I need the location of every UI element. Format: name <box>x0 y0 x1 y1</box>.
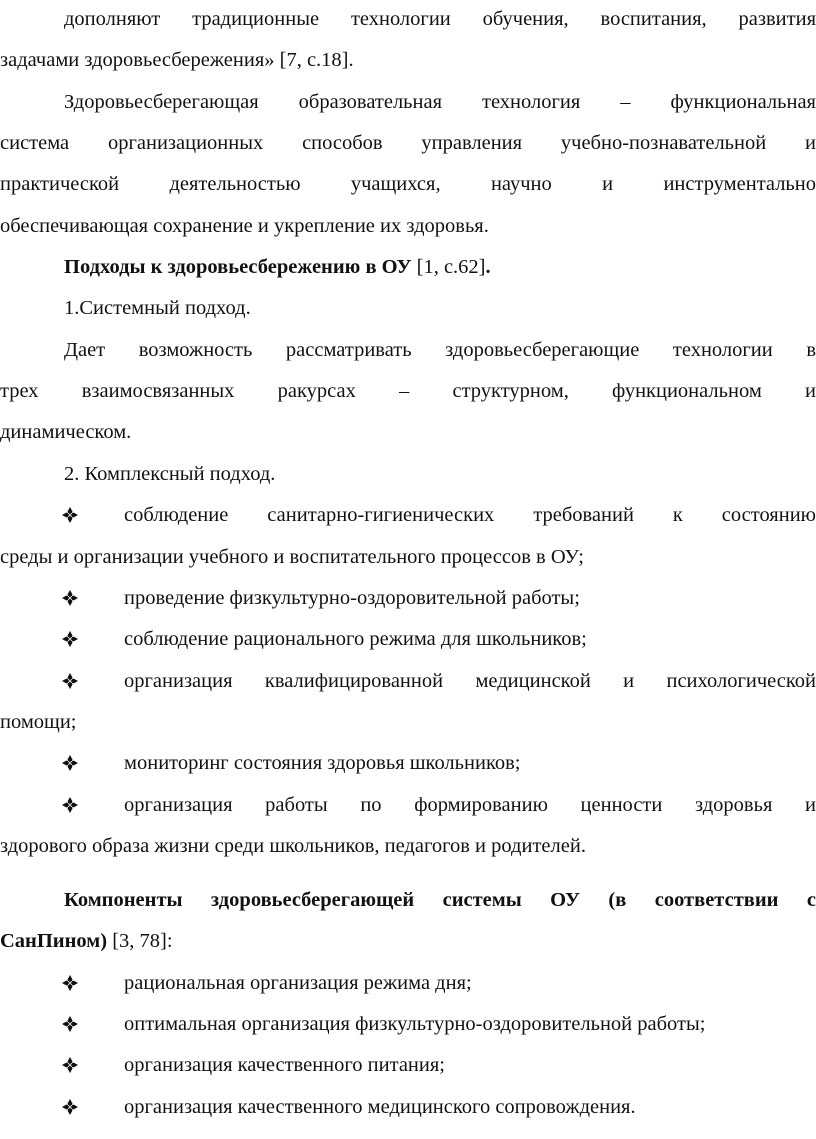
paragraph-line: динамическом. <box>0 421 132 443</box>
list-item <box>0 619 816 660</box>
list-item <box>0 661 816 702</box>
paragraph-line: обеспечивающая сохранение и укрепление их здоровья. <box>0 215 489 237</box>
list-item <box>0 743 816 784</box>
four-diamond-bullet-icon <box>62 661 84 702</box>
numbered-item-systemic: 1.Системный подход. <box>64 297 251 319</box>
section-heading-components: Компоненты здоровьесберегающей системы ОУ (в соответствии с <box>64 889 816 911</box>
list-item-continuation: среды и организации учебного и воспитательного процессов в ОУ; <box>0 546 584 568</box>
paragraph-line: Здоровьесберегающая образовательная технология – функциональная <box>64 91 816 113</box>
list-item-text: оптимальная организация физкультурно-оздоровительной работы; <box>124 1013 706 1035</box>
paragraph-line: система организационных способов управления учебно-познавательной и <box>0 132 816 154</box>
list-item <box>0 963 816 1004</box>
section-heading-approaches <box>0 247 816 288</box>
heading-period: . <box>485 256 491 278</box>
four-diamond-bullet-icon <box>62 743 84 784</box>
paragraph-line: дополняют традиционные технологии обучения, воспитания, развития <box>64 8 816 30</box>
list-item <box>0 1045 816 1086</box>
reference: [1, с.62] <box>411 256 486 278</box>
list-item-text: организация квалифицированной медицинской и психологической <box>124 670 816 692</box>
list-item <box>0 1004 816 1045</box>
list-item-text: рациональная организация режима дня; <box>124 972 472 994</box>
paragraph-line: трех взаимосвязанных ракурсах – структурном, функциональном и <box>0 380 816 402</box>
list-item-text: организация качественного питания; <box>124 1054 445 1076</box>
paragraph-line: практической деятельностью учащихся, научно и инструментально <box>0 173 816 195</box>
four-diamond-bullet-icon <box>62 1004 84 1045</box>
list-item-text: мониторинг состояния здоровья школьников; <box>124 752 521 774</box>
four-diamond-bullet-icon <box>62 495 84 536</box>
numbered-item-complex: 2. Комплексный подход. <box>64 463 276 485</box>
list-item <box>0 495 816 536</box>
paragraph-line: задачами здоровьесбережения» [7, с.18]. <box>0 49 354 71</box>
list-item-continuation: здорового образа жизни среди школьников, педагогов и родителей. <box>0 835 586 857</box>
four-diamond-bullet-icon <box>62 1045 84 1086</box>
list-item-text: проведение физкультурно-оздоровительной работы; <box>124 587 580 609</box>
list-item <box>0 785 816 826</box>
four-diamond-bullet-icon <box>62 578 84 619</box>
list-item <box>0 578 816 619</box>
paragraph-line: Дает возможность рассматривать здоровьесберегающие технологии в <box>64 339 816 361</box>
reference: [3, 78]: <box>107 930 173 952</box>
heading-text: Подходы к здоровьесбережению в ОУ <box>64 256 412 278</box>
four-diamond-bullet-icon <box>62 785 84 826</box>
four-diamond-bullet-icon <box>62 1087 84 1128</box>
section-heading-continuation <box>0 921 816 962</box>
list-item-text: организация работы по формированию ценности здоровья и <box>124 794 816 816</box>
four-diamond-bullet-icon <box>62 619 84 660</box>
list-item-text: соблюдение рационального режима для школьников; <box>124 628 587 650</box>
four-diamond-bullet-icon <box>62 963 84 1004</box>
heading-text: СанПином) <box>0 930 108 952</box>
list-item-continuation: помощи; <box>0 711 77 733</box>
list-item-text: организация качественного медицинского сопровождения. <box>124 1096 636 1118</box>
list-item-text: соблюдение санитарно-гигиенических требований к состоянию <box>124 504 816 526</box>
list-item <box>0 1087 816 1128</box>
